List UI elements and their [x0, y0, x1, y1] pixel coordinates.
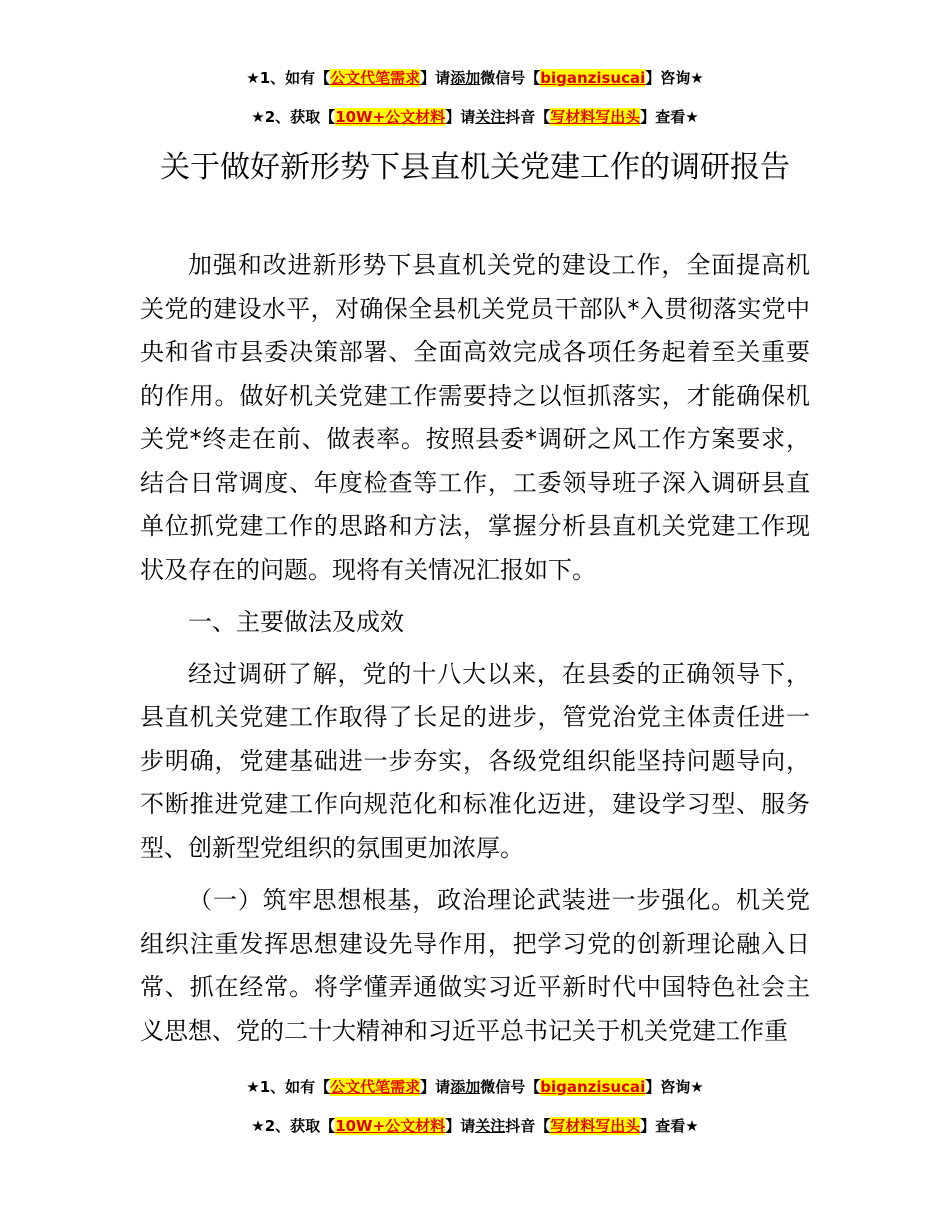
banner-text: 】咨询★	[645, 69, 704, 87]
banner-text: ★2、获取【	[251, 1117, 336, 1135]
banner-text: 】查看★	[640, 108, 699, 126]
banner-text: 】查看★	[640, 1117, 699, 1135]
banner-text: 】请	[420, 69, 451, 87]
banner-highlight: 10W+公文材料	[335, 108, 446, 126]
banner-text: 】请	[445, 108, 476, 126]
banner-highlight: biganzisucai	[540, 1078, 646, 1096]
banner-highlight: 写材料写出头	[550, 108, 641, 126]
header-banner-line-2	[0, 106, 950, 128]
section-heading: 一、主要做法及成效	[188, 608, 404, 636]
banner-highlight: biganzisucai	[540, 69, 646, 87]
banner-underlined-text: 关注	[475, 108, 506, 126]
banner-highlight: 公文代笔需求	[330, 69, 421, 87]
body-paragraph-results: 经过调研了解，党的十八大以来，在县委的正确领导下，县直机关党建工作取得了长足的进步，管党治党主体责任进一步明确，党建基础进一步夯实，各级党组织能坚持问题导向，不断推进党建工作向规范化和标准化迈进，建设学习型、服务型、创新型党组织的氛围更加浓厚。	[140, 659, 810, 862]
footer-banner-line-2	[0, 1115, 950, 1137]
banner-text: ★1、如有【	[246, 1078, 331, 1096]
body-paragraph-subsection-1: （一）筑牢思想根基，政治理论武装进一步强化。机关党组织注重发挥思想建设先导作用，把学习党的创新理论融入日常、抓在经常。将学懂弄通做实习近平新时代中国特色社会主义思想、党的二十大精神和习近平总书记关于机关党建工作重	[140, 886, 810, 1045]
banner-text: 】请	[445, 1117, 476, 1135]
banner-text: 微信号【	[480, 1078, 541, 1096]
header-banner-line-1	[0, 67, 950, 89]
banner-text: 微信号【	[480, 69, 541, 87]
banner-text: 抖音【	[505, 1117, 551, 1135]
banner-underlined-text: 添加	[450, 69, 481, 87]
banner-text: 】请	[420, 1078, 451, 1096]
body-paragraph-intro: 加强和改进新形势下县直机关党的建设工作，全面提高机关党的建设水平，对确保全县机关党员干部队*入贯彻落实党中央和省市县委决策部署、全面高效完成各项任务起着至关重要的作用。做好机关党建工作需要持之以恒抓落实，才能确保机关党*终走在前、做表率。按照县委*调研之风工作方案要求，结合日常调度、年度检查等工作，工委领导班子深入调研县直单位抓党建工作的思路和方法，掌握分析县直机关党建工作现状及存在的问题。现将有关情况汇报如下。	[140, 251, 810, 584]
document-body	[140, 244, 810, 1062]
banner-text: ★2、获取【	[251, 108, 336, 126]
banner-text: 】咨询★	[645, 1078, 704, 1096]
banner-underlined-text: 关注	[475, 1117, 506, 1135]
banner-text: ★1、如有【	[246, 69, 331, 87]
footer-banner-line-1	[0, 1076, 950, 1098]
banner-highlight: 公文代笔需求	[330, 1078, 421, 1096]
banner-underlined-text: 添加	[450, 1078, 481, 1096]
banner-highlight: 写材料写出头	[550, 1117, 641, 1135]
banner-text: 抖音【	[505, 108, 551, 126]
document-title: 关于做好新形势下县直机关党建工作的调研报告	[160, 150, 790, 185]
banner-highlight: 10W+公文材料	[335, 1117, 446, 1135]
